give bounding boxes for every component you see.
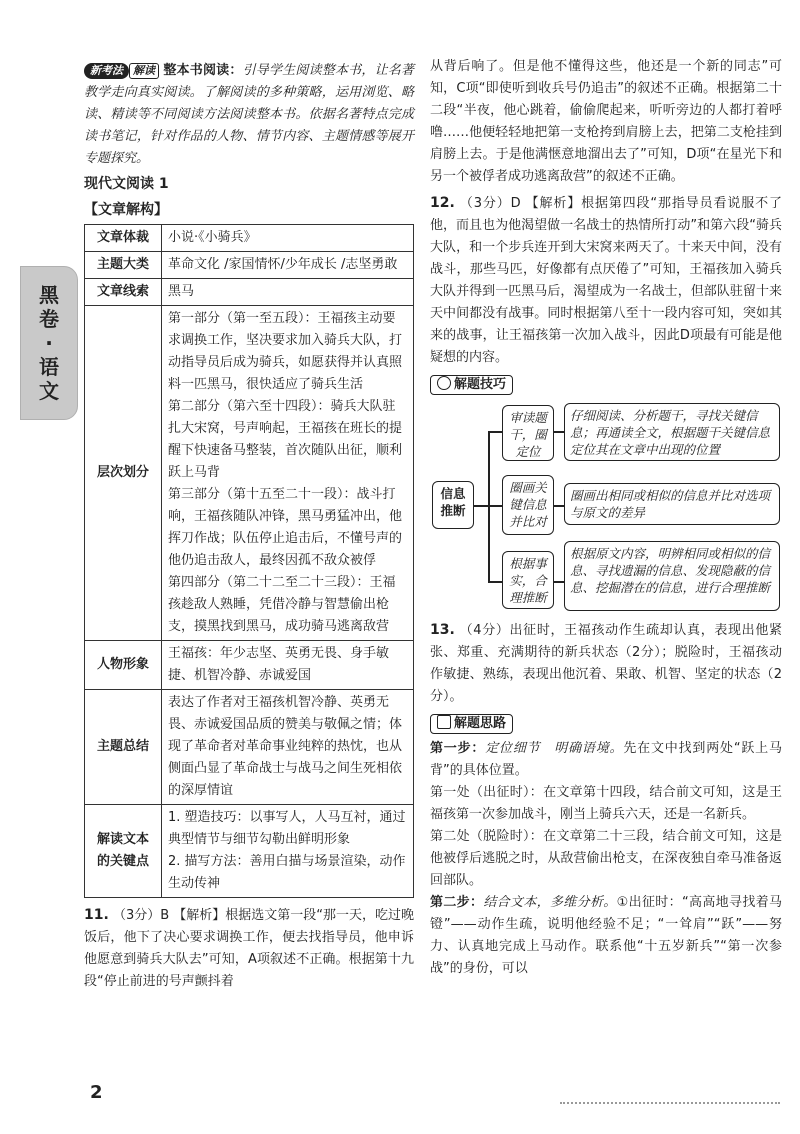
answer-11-continued: 从背后响了。但是他不懂得这些，他还是一个新的同志”可知，C项“即使听到收兵号仍追击”的叙述不正确。根据第二十二段“半夜，他心跳着，偷偷爬起来，听听旁边的人都打着呼噜……他便轻轻地把第一支枪挎到肩膀上去，把第二支枪挂到肩膀上去。于是他满惬意地溜出去了”可知，D项“在星光下和另一个被俘者成功逃离敌营”的叙述不正确。: [430, 59, 782, 184]
thinking-header: [430, 712, 782, 734]
table-row: [85, 306, 414, 641]
connector-line: [554, 581, 564, 583]
side-tab-char: 文: [39, 379, 59, 403]
table-row: [85, 805, 414, 898]
step-2-handwritten: 结合文本，多维分析。: [483, 895, 617, 910]
row-body: 王福孩：年少志坚、英勇无畏、身手敏捷、机智冷静、赤诚爱国: [162, 641, 414, 690]
row-head: 主题总结: [85, 690, 162, 805]
left-column: [84, 60, 414, 993]
branch-mid-2: 圈画关键信息并比对: [502, 475, 554, 535]
tips-label: 解题技巧: [454, 377, 507, 392]
page-number: 2: [90, 1082, 103, 1103]
branch-desc-1: 仔细阅读、分析题干，寻找关键信息；再通读全文，根据题干关键信息定位其在文章中出现的位置: [564, 403, 780, 461]
answer-11: [84, 904, 414, 993]
thinking-label: 解题思路: [454, 716, 507, 731]
tips-header: [430, 373, 782, 395]
key-point-1: 1. 塑造技巧：以事写人，人马互衬，通过典型情节与细节勾勒出鲜明形象: [168, 810, 406, 847]
key-point-2: 2. 描写方法：善用白描与场景渲染，动作生动传神: [168, 854, 406, 891]
structure-table: [84, 224, 414, 898]
table-row: [85, 225, 414, 252]
step-2: [430, 892, 782, 980]
intro-text: 引导学生阅读整本书，让名著教学走向真实阅读。了解阅读的多种策略，运用浏览、略读、精读等不同阅读方法阅读整本书。依据名著特点完成读书笔记，针对作品的人物、情节内容、主题情感等展开专题探究。: [84, 63, 414, 166]
position-2: 第二处（脱险时）：在文章第二十三段，结合前文可知，这是他被俘后逃脱之时，从敌营偷出枪支，在深夜独自牵马准备返回部队。: [430, 829, 782, 888]
step-1: [430, 738, 782, 782]
answer-text: （4分）出征时，王福孩动作生疏却认真，表现出他紧张、郑重、充满期待的新兵状态（2分）；脱险时，王福孩动作敏捷、熟练，表现出他沉着、果敢、机智、坚定的状态（2分）。: [430, 623, 782, 704]
step-1-lead: 第一步：: [430, 741, 486, 756]
part-3: 第三部分（第十五至二十一段）：战斗打响，王福孩随队冲锋，黑马勇猛冲出，他挥刀作战；队伍停止追击后，不懂号声的他仍追击敌人，最终因孤不敌众被俘: [168, 487, 403, 568]
answer-text: （3分）B 【解析】根据选文第一段“那一天，吃过晚饭后，他下了决心要求调换工作，便去找指导员，他申诉他愿意到骑兵大队去”可知，A项叙述不正确。根据第十九段“停止前进的号声颤抖着: [84, 908, 415, 989]
table-row: [85, 690, 414, 805]
magnifier-icon: [437, 376, 451, 390]
question-number: 11.: [84, 907, 109, 923]
step-2-text: ①出征时：“高高地寻找着马镫”——动作生疏，说明他经验不足；“一耸肩”“跃”——努力、认真地完成上马动作。联系他“十五岁新兵”“第一次参战”的身份，可以: [430, 895, 782, 976]
intro-note: [84, 60, 414, 170]
position-1: 第一处（出征时）：在文章第十四段，结合前文可知，这是王福孩第一次参加战斗，刚当上骑兵六天，还是一名新兵。: [430, 785, 782, 822]
row-head: 主题大类: [85, 252, 162, 279]
intro-lead: 整本书阅读：: [163, 63, 243, 78]
connector-line: [488, 431, 502, 433]
answer-text: （3分）D 【解析】根据第四段“那指导员看说服不了他，而且也为他渴望做一名战士的热情所打动”和第六段“骑兵大队，和一个步兵连开到大宋窝来两天了。十来天中间，没有战斗，那些马匹，好像都有点厌倦了”可知，王福孩加入骑兵大队并得到一匹黑马后，渴望成为一名战士，但部队驻留十来天中间都没有战事。同时根据第八至十一段内容可知，突如其来的战事，让王福孩第一次加入战斗，因此D项最有可能是他疑想的内容。: [430, 196, 782, 365]
row-head: 解读文本的关键点: [85, 805, 162, 898]
right-column: [430, 56, 782, 980]
question-number: 13.: [430, 622, 455, 638]
answer-12: [430, 192, 782, 369]
branch-desc-2: 圈画出相同或相似的信息并比对选项与原文的差异: [564, 483, 780, 525]
part-2: 第二部分（第六至十四段）：骑兵大队驻扎大宋窝，号声响起，王福孩在班长的提醒下快速备马整装，首次随队出征，顺利跃上马背: [168, 399, 403, 480]
branch-mid-1: 审读题干，圈定位: [502, 405, 554, 461]
tips-pill: [430, 375, 513, 395]
part-4: 第四部分（第二十二至二十三段）：王福孩趁敌人熟睡，凭借冷静与智慧偷出枪支，摸黑找到黑马，成功骑马逃离敌营: [168, 575, 396, 634]
connector-line: [554, 505, 564, 507]
side-tab-char: 卷: [39, 307, 59, 331]
row-body: 表达了作者对王福孩机智冷静、英勇无畏、赤诚爱国品质的赞美与敬佩之情；体现了革命者对革命事业纯粹的热忱，也从侧面凸显了革命战士与战马之间生死相依的深厚情谊: [162, 690, 414, 805]
step-2-lead: 第二步：: [430, 895, 484, 910]
row-head: 文章体裁: [85, 225, 162, 252]
row-body: 革命文化 /家国情怀/少年成长 /志坚勇敢: [162, 252, 414, 279]
diagram-root: 信息推断: [432, 481, 474, 529]
decorative-dots: [560, 1102, 780, 1106]
answer-13: [430, 619, 782, 708]
table-row: [85, 252, 414, 279]
connector-line: [488, 505, 502, 507]
step-1-text: 先在文中找到两处“跃上马背”的具体位置。: [430, 741, 782, 778]
part-1: 第一部分（第一至五段）：王福孩主动要求调换工作，坚决要求加入骑兵大队，打动指导员后成为骑兵，如愿获得并认真照料一匹黑马，很快适应了骑兵生活: [168, 311, 403, 392]
connector-line: [488, 581, 502, 583]
structure-title: 【文章解构】: [84, 202, 168, 218]
row-head: 文章线索: [85, 279, 162, 306]
new-method-badge: 新考法: [84, 63, 129, 79]
connector-line: [474, 505, 488, 507]
pencil-icon: [437, 715, 451, 729]
branch-desc-3: 根据原文内容，明辨相同或相似的信息、寻找遗漏的信息、发现隐蔽的信息、挖掘潜在的信息，进行合理推断: [564, 541, 780, 611]
row-head: 层次划分: [85, 306, 162, 641]
branch-mid-3: 根据事实，合理推断: [502, 551, 554, 609]
table-row: [85, 279, 414, 306]
thinking-pill: [430, 714, 513, 734]
side-tab-char: 黑: [39, 283, 59, 307]
tips-diagram: [430, 401, 782, 611]
connector-line: [554, 431, 564, 433]
side-tab-char: 语: [39, 355, 59, 379]
row-body: 黑马: [162, 279, 414, 306]
row-body: [162, 805, 414, 898]
row-head: 人物形象: [85, 641, 162, 690]
interpret-badge: 解读: [129, 63, 159, 79]
section-title: 现代文阅读 1: [84, 176, 169, 192]
subject-side-tab: [20, 266, 78, 420]
step-1-handwritten: 定位细节 明确语境。: [485, 741, 624, 756]
row-body: [162, 306, 414, 641]
question-number: 12.: [430, 195, 455, 211]
table-row: [85, 641, 414, 690]
row-body: 小说·《小骑兵》: [162, 225, 414, 252]
side-tab-char: ·: [45, 331, 53, 355]
